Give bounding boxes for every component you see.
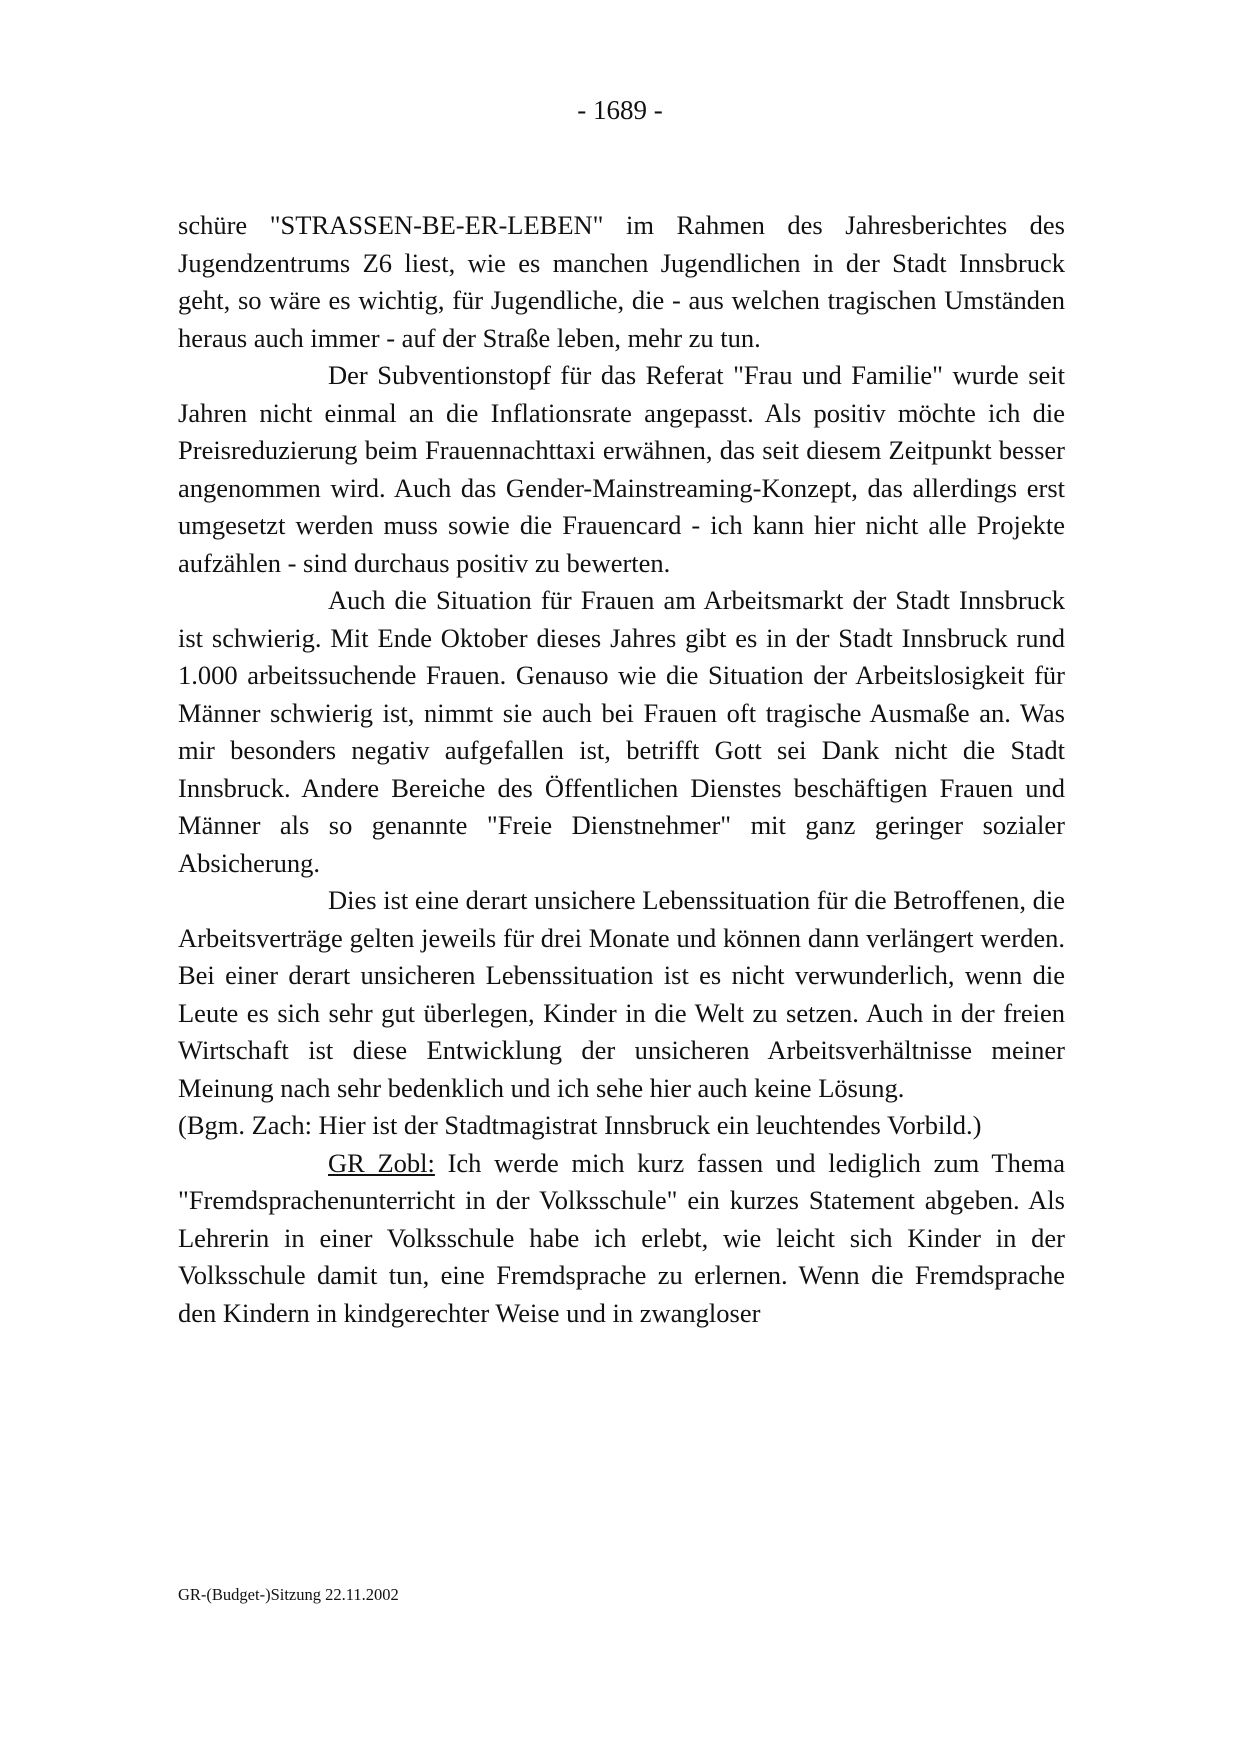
page-number: - 1689 - <box>577 95 663 125</box>
paragraph-insecure-situation: Dies ist eine derart unsichere Lebenssituation für die Betroffenen, die Arbeitsverträge gelten jeweils für drei Monate und können dann verlängert werden. Bei einer derart unsicheren Lebenssituation ist es nicht verwunderlich, wenn die Leute es sich sehr gut überlegen, Kinder in die Welt zu setzen. Auch in der freien Wirtschaft ist diese Entwicklung der unsicheren Arbeitsverhältnisse meiner Meinung nach sehr bedenklich und ich sehe hier auch keine Lösung. <box>178 885 1065 1103</box>
document-body <box>178 207 1065 1332</box>
paragraph-labor-market: Auch die Situation für Frauen am Arbeitsmarkt der Stadt Innsbruck ist schwierig. Mit Ende Oktober dieses Jahres gibt es in der Stadt Innsbruck rund 1.000 arbeitssuchende Frauen. Genauso wie die Situation der Arbeitslosigkeit für Männer schwierig ist, nimmt sie auch bei Frauen oft tragische Ausmaße an. Was mir besonders negativ aufgefallen ist, betrifft Gott sei Dank nicht die Stadt Innsbruck. Andere Bereiche des Öffentlichen Dienstes beschäftigen Frauen und Männer als so genannte "Freie Dienstnehmer" mit ganz geringer sozialer Absicherung. <box>178 585 1065 878</box>
paragraph-interjection: (Bgm. Zach: Hier ist der Stadtmagistrat Innsbruck ein leuchtendes Vorbild.) <box>178 1110 982 1140</box>
speaker-name: GR Zobl: <box>328 1147 435 1178</box>
footer-session-info: GR-(Budget-)Sitzung 22.11.2002 <box>178 1585 399 1604</box>
speech-text: Ich werde mich kurz fassen und lediglich zum Thema "Fremdsprachenunterricht in der Volksschule" ein kurzes Statement abgeben. Als Lehrerin in einer Volksschule habe ich erlebt, wie leicht sich Kinder in der Volksschule damit tun, eine Fremdsprache zu erlernen. Wenn die Fremdsprache den Kindern in kindgerechter Weise und in zwangloser <box>178 1147 1065 1328</box>
paragraph-continuation: schüre "STRASSEN-BE-ER-LEBEN" im Rahmen des Jahresberichtes des Jugendzentrums Z6 liest, wie es manchen Jugendlichen in der Stadt Innsbruck geht, so wäre es wichtig, für Jugendliche, die - aus welchen tragischen Umständen heraus auch immer - auf der Straße leben, mehr zu tun. <box>178 210 1065 353</box>
paragraph-subsidy: Der Subventionstopf für das Referat "Frau und Familie" wurde seit Jahren nicht einmal an die Inflationsrate angepasst. Als positiv möchte ich die Preisreduzierung beim Frauennachttaxi erwähnen, das seit diesem Zeitpunkt besser angenommen wird. Auch das Gender-Mainstreaming-Konzept, das allerdings erst umgesetzt werden muss sowie die Frauencard - ich kann hier nicht alle Projekte aufzählen - sind durchaus positiv zu bewerten. <box>178 360 1065 578</box>
paragraph-speech-zobl <box>178 1145 1065 1333</box>
